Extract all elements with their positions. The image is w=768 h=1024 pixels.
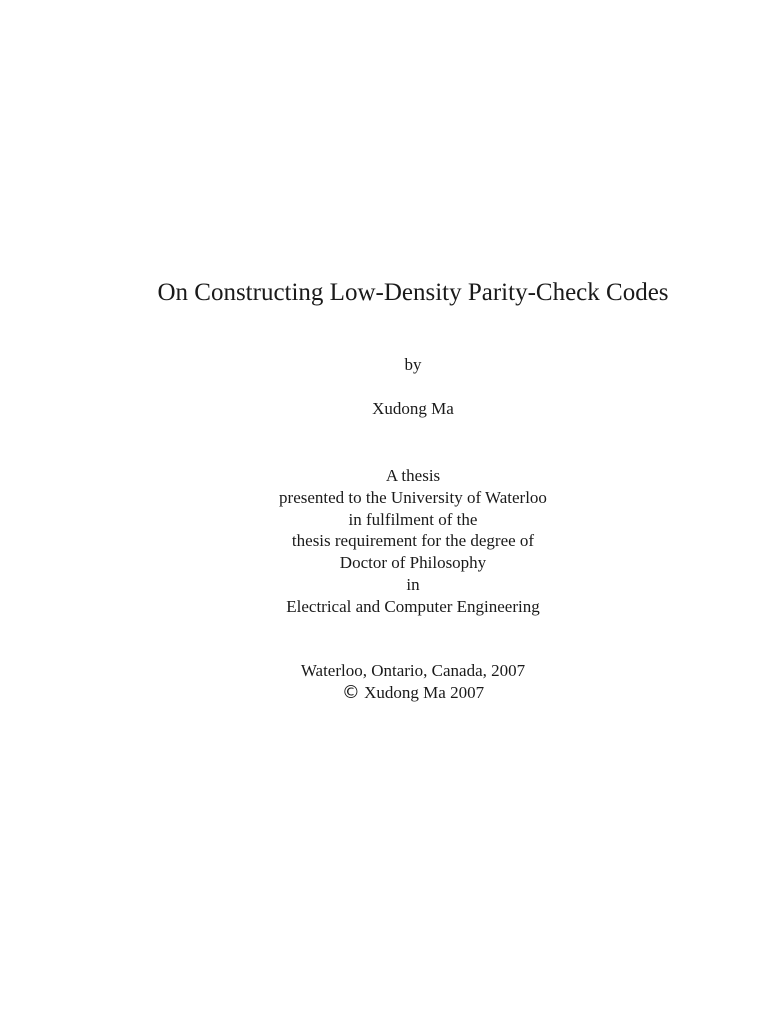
author-name: Xudong Ma xyxy=(372,399,454,418)
statement-line-fulfilment: in fulfilment of the xyxy=(348,509,478,529)
byline-by: by xyxy=(404,355,422,374)
copyright-icon: © xyxy=(341,682,360,703)
statement-line-degree: Doctor of Philosophy xyxy=(339,553,487,573)
statement-line-department: Electrical and Computer Engineering xyxy=(286,596,540,616)
statement-line-requirement: thesis requirement for the degree of xyxy=(291,531,535,551)
statement-line-thesis: A thesis xyxy=(385,466,441,485)
copyright-text: Xudong Ma 2007 xyxy=(364,683,485,702)
statement-line-in: in xyxy=(406,574,420,594)
thesis-statement xyxy=(29,465,768,618)
thesis-title: On Constructing Low-Density Parity-Check Codes xyxy=(157,279,669,306)
place-and-year: Waterloo, Ontario, Canada, 2007 xyxy=(300,661,526,680)
copyright-notice xyxy=(29,682,768,703)
statement-line-university: presented to the University of Waterloo xyxy=(279,487,547,507)
